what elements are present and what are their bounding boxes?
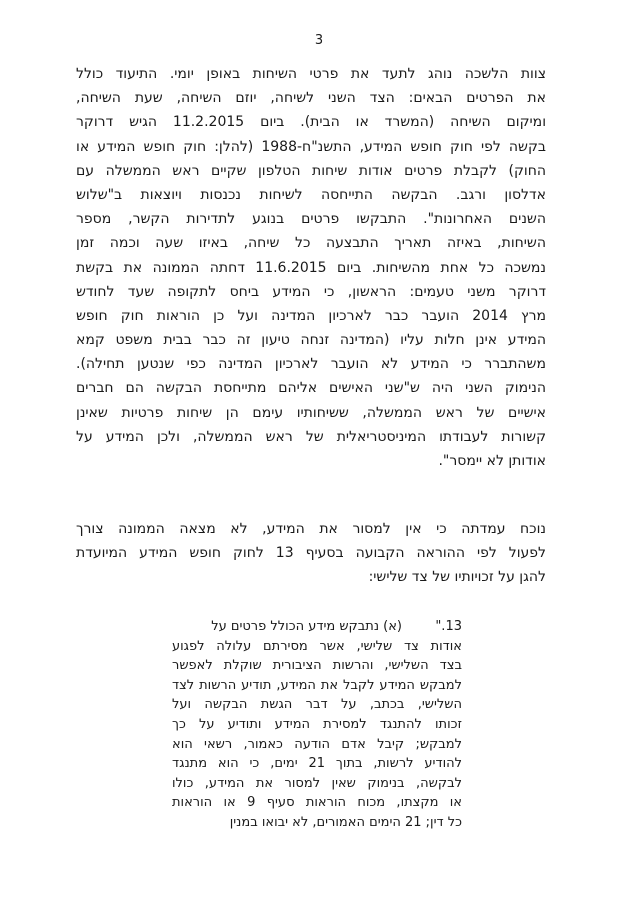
- quote-line: זכותו להתנגד למסירת המידע ותודיע על כך: [172, 716, 462, 732]
- text-line: בקשה לפי חוק חופש המידע, התשנ"ח-1988 (להלן: חוק חופש המידע או: [76, 138, 547, 155]
- text-line: נמשכה כל אחת מהשיחות. ביום 11.6.2015 דחתה הממונה את בקשת: [76, 259, 547, 276]
- text-line: צוות הלשכה נוהג לתעד את פרטי השיחות באופן יומי. התיעוד כולל: [76, 66, 546, 82]
- quote-line: בצד השלישי, והרשות הציבורית שוקלת לאפשר: [172, 658, 462, 674]
- quote-line: להודיע לרשות, בתוך 21 ימים, כי הוא מתנגד: [172, 756, 462, 772]
- quoted-statute-section-13: [172, 617, 462, 833]
- quote-line: אודות צד שלישי, אשר מסירתם עלולה לפגוע: [172, 638, 462, 654]
- quote-line: למבקש המידע לקבל את המידע, תודיע הרשות לצד: [172, 677, 462, 693]
- page-number: 3: [314, 33, 324, 48]
- text-line: להגן על זכויותיו של צד שלישי:: [368, 569, 546, 586]
- paragraph-third-party-section: [76, 517, 546, 590]
- section-number: 13.": [435, 619, 462, 634]
- text-line: קשורות לעבודתו המיניסטריאלית של ראש הממשלה, ולכן המידע על: [76, 428, 546, 445]
- quote-line: השלישי, בכתב, על דבר הגשת הבקשה ועל: [172, 697, 462, 713]
- quote-line: לבקשה, בנימוק שאין למסור את המידע, כולו: [172, 775, 462, 791]
- text-line: המידע אינן חלות עליו (המדינה זנחה טיעון זה כבר בבית משפט קמא: [76, 332, 546, 349]
- text-line: דרוקר משני טעמים: הראשון, כי המידע ביחס לתקופה שעד לחודש: [76, 283, 546, 300]
- quote-line: למבקש; קיבל אדם הודעה כאמור, רשאי הוא: [172, 736, 462, 752]
- text-line: מרץ 2014 הועבר כבר לארכיון המדינה ועל כן הוראות חוק חופש: [76, 307, 546, 324]
- text-line: נוכח עמדתה כי אין למסור את המידע, לא מצאה הממונה צורך: [76, 521, 546, 537]
- text-line: הנימוק השני היה ש"שני האישים אליהם מתייחסת הבקשה הם חברים: [76, 380, 546, 397]
- text-line: אודותן לא יימסר".: [438, 453, 546, 469]
- text-line: אישיים של ראש הממשלה, ששיחותיו עימם הן שיחות פרטיות שאינן: [76, 404, 546, 421]
- text-line: החוק) לקבלת פרטים אודות שיחות הטלפון שקיים ראש הממשלה עם: [76, 162, 546, 179]
- quote-line: או מקצתו, מכוח הוראות סעיף 9 או הוראות: [172, 795, 462, 811]
- paragraph-phone-records-request: [76, 62, 546, 473]
- text-line: לפעול לפי ההוראה הקבועה בסעיף 13 לחוק חופש המידע המיועדת: [76, 545, 546, 562]
- text-line: השיחות, באיזה תאריך התבצעה כל שיחה, באיזו שעה וכמה זמן: [76, 235, 546, 252]
- text-line: את הפרטים הבאים: הצד השני לשיחה, יוזם השיחה, שעת השיחה,: [76, 90, 546, 107]
- text-line: ומיקום השיחה (המשרד או הבית). ביום 11.2.2015 הגיש דרוקר: [76, 114, 547, 131]
- text-line: השנים האחרונות". התבקשו פרטים בנוגע לתדירות הקשר, מספר: [76, 211, 546, 228]
- text-line: אדלסון ורגב. הבקשה התייחסה לשיחות נכנסות ויוצאות ב"שלוש: [76, 186, 546, 203]
- quote-line: (א) נתבקש מידע הכולל פרטים על: [211, 619, 402, 634]
- text-line: משהתברר כי המידע לא הועבר לארכיון המדינה כפי שנטען תחילה).: [76, 356, 546, 373]
- quote-first-line: [172, 617, 462, 637]
- quote-line: כל דין; 21 הימים האמורים, לא יבואו במנין: [229, 814, 462, 830]
